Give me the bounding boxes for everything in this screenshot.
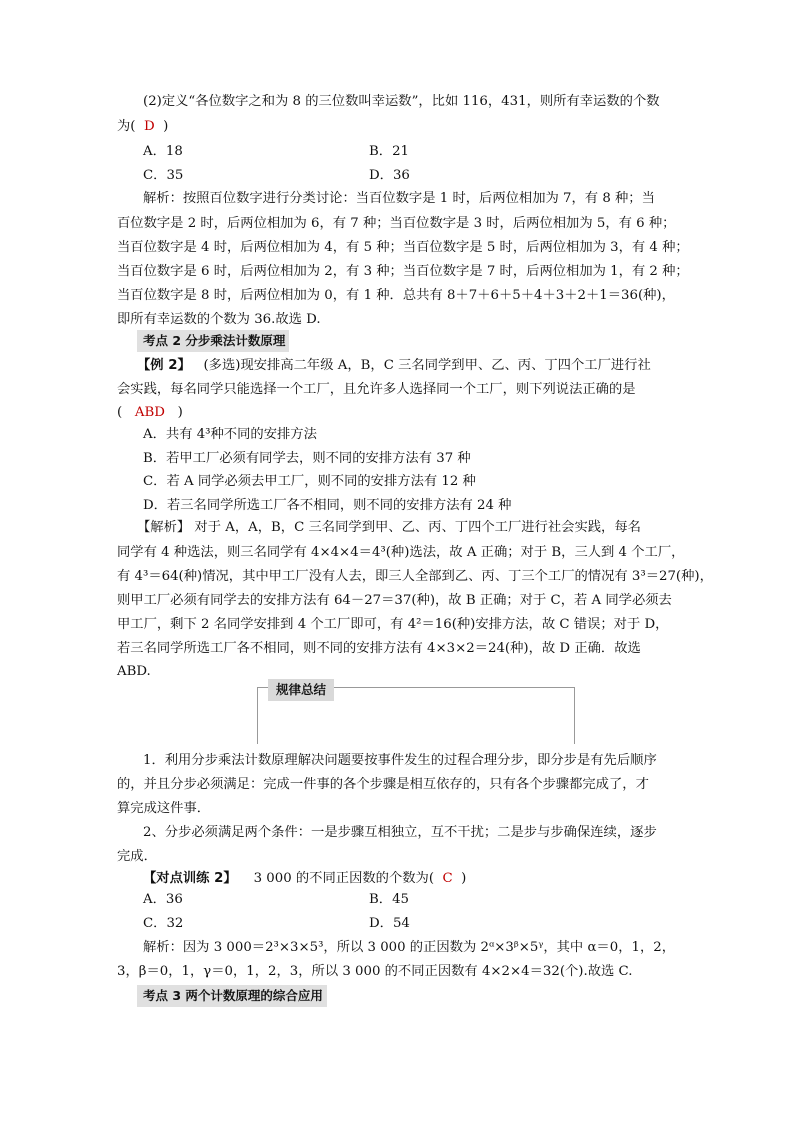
q2-solution-line: 即所有幸运数的个数为 36.故选 D. (117, 312, 321, 327)
q2-stem-prefix: 为( (117, 119, 136, 134)
train2-option-b: B．45 (369, 892, 409, 907)
q2-stem-line2 (117, 115, 168, 139)
train2-stem (143, 867, 466, 891)
ex2-answer: ABD (134, 405, 165, 420)
rule-summary-title: 规律总结 (268, 679, 334, 701)
ex2-ans-close: ) (177, 405, 183, 420)
ex2-solution-line: 则甲工厂必须有同学去的安排方法有 64－27＝37(种)，故 B 正确；对于 C，若 A 同学必须去 (117, 593, 672, 608)
ex2-ans-open: ( (117, 405, 123, 420)
rule-line: 1．利用分步乘法计数原理解决问题要按事件发生的过程合理分步，即分步是有先后顺序 (143, 753, 657, 768)
ex2-option-b: B．若甲工厂必须有同学去，则不同的安排方法有 37 种 (143, 451, 471, 466)
ex2-solution-line: 有 4³＝64(种)情况，其中甲工厂没有人去，即三人全部到乙、丙、丁三个工厂的情况有 3³＝27(种)， (117, 569, 713, 584)
q2-stem-line1: (2)定义“各位数字之和为 8 的三位数叫幸运数”，比如 116，431，则所有幸运数的个数 (143, 94, 660, 109)
rule-line: 算完成这件事． (117, 801, 211, 816)
q2-solution-line: 当百位数字是 6 时，后两位相加为 2，有 3 种；当百位数字是 7 时，后两位相加为 1，有 2 种； (117, 264, 689, 279)
q2-solution-line: 解析：按照百位数字进行分类讨论：当百位数字是 1 时，后两位相加为 7，有 8 种；当 (143, 191, 655, 206)
rule-summary-box (257, 682, 575, 744)
ex2-answer-line (117, 401, 183, 425)
ex2-solution-line: ABD. (117, 664, 151, 679)
ex2-option-a: A．共有 4³种不同的安排方法 (143, 427, 317, 442)
train2-option-d: D．54 (369, 916, 410, 931)
train2-question: 3 000 的不同正因数的个数为( (253, 871, 435, 886)
q2-option-c: C．35 (143, 168, 184, 183)
train2-solution-line: 解析：因为 3 000＝2³×3×5³，所以 3 000 的正因数为 2ᵅ×3ᵝ×5ᵞ，其中 α＝0，1，2， (143, 940, 676, 955)
q2-answer: D (143, 119, 155, 134)
q2-stem-suffix: ) (163, 119, 169, 134)
train2-solution-line: 3，β＝0，1，γ＝0，1，2，3，所以 3 000 的不同正因数有 4×2×4＝32(个).故选 C. (117, 964, 633, 979)
train2-answer: C (442, 871, 453, 886)
q2-solution-line: 百位数字是 2 时，后两位相加为 6，有 7 种；当百位数字是 3 时，后两位相加为 5，有 6 种； (117, 216, 676, 231)
rule-line: 的，并且分步必须满足：完成一件事的各个步骤是相互依存的，只有各个步骤都完成了，才 (117, 777, 649, 792)
section-3-heading: 考点 3 两个计数原理的综合应用 (137, 985, 327, 1007)
ex2-option-c: C．若 A 同学必须去甲工厂，则不同的安排方法有 12 种 (143, 474, 476, 489)
train2-option-a: A．36 (143, 892, 183, 907)
q2-option-b: B．21 (369, 144, 409, 159)
q2-option-d: D．36 (369, 168, 410, 183)
ex2-line1: (多选)现安排高二年级 A，B，C 三名同学到甲、乙、丙、丁四个工厂进行社 (203, 358, 651, 373)
ex2-solution-line: 【解析】 对于 A，A，B，C 三名同学到甲、乙、丙、丁四个工厂进行社会实践，每名 (137, 520, 641, 535)
q2-option-a: A．18 (143, 144, 183, 159)
train2-tag: 【对点训练 2】 (143, 871, 237, 886)
ex2-tag: 【例 2】 (137, 358, 191, 373)
ex2-option-d: D．若三名同学所选工厂各不相同，则不同的安排方法有 24 种 (143, 498, 512, 513)
ex2-solution-line: 若三名同学所选工厂各不相同，则不同的安排方法有 4×3×2＝24(种)，故 D 正确．故选 (117, 641, 641, 656)
train2-option-c: C．32 (143, 916, 184, 931)
train2-close: ) (461, 871, 467, 886)
q2-solution-line: 当百位数字是 4 时，后两位相加为 4，有 5 种；当百位数字是 5 时，后两位相加为 3，有 4 种； (117, 240, 689, 255)
ex2-solution-line: 甲工厂，剩下 2 名同学安排到 4 个工厂即可，有 4²＝16(种)安排方法，故 C 错误；对于 D， (117, 617, 669, 632)
section-2-heading: 考点 2 分步乘法计数原理 (137, 330, 289, 352)
ex2-solution-line: 同学有 4 种选法，则三名同学有 4×4×4＝4³(种)选法，故 A 正确；对于 B，三人到 4 个工厂， (117, 545, 685, 560)
ex2-stem-line2: 会实践，每名同学只能选择一个工厂，且允许多人选择同一个工厂，则下列说法正确的是 (117, 382, 636, 397)
rule-line: 完成． (117, 849, 157, 864)
rule-line: 2、分步必须满足两个条件：一是步骤互相独立，互不干扰；二是步与步确保连续，逐步 (143, 825, 657, 840)
q2-solution-line: 当百位数字是 8 时，后两位相加为 0，有 1 种．总共有 8＋7＋6＋5＋4＋3＋2＋1＝36(种)， (117, 288, 675, 303)
ex2-stem-line1 (137, 354, 651, 378)
